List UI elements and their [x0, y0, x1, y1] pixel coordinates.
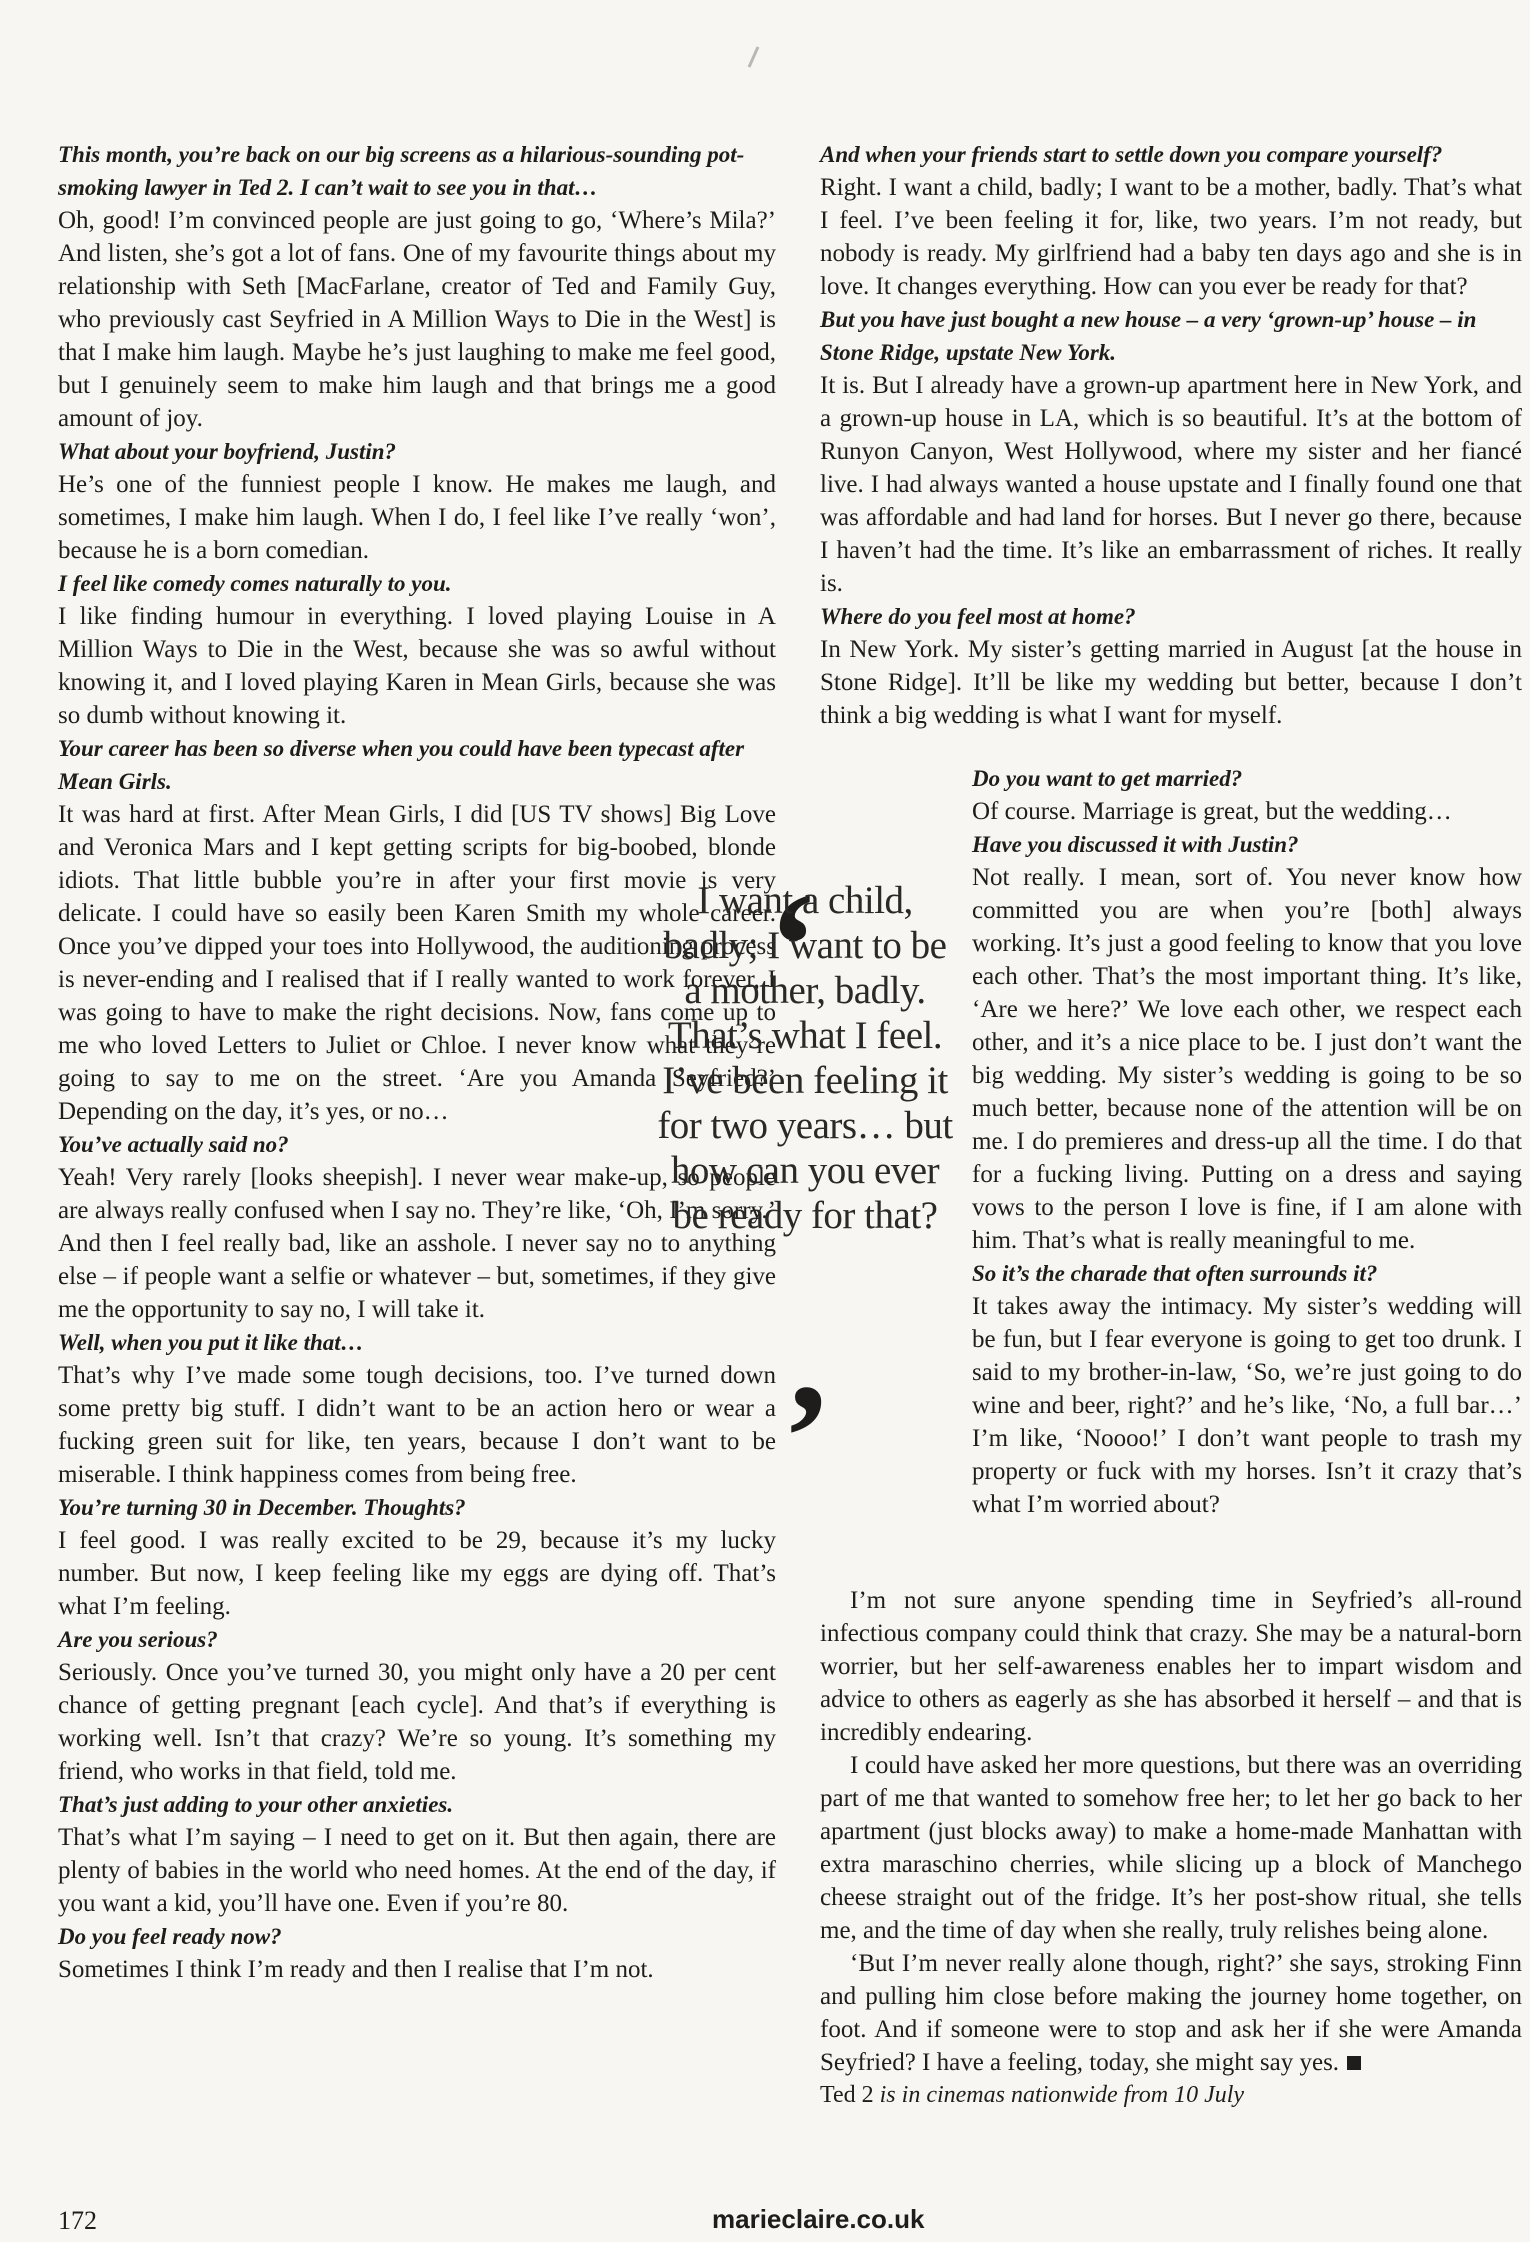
interview-answer: Seriously. Once you’ve turned 30, you might only have a 20 per cent chance of getting pregnant [each cycle]. And that’s if everything is working well. Isn’t that crazy? We’re so young. It’s something my friend, who works in that field, told me. [58, 1659, 776, 1785]
right-column-top [820, 138, 1522, 732]
interview-question: That’s just adding to your other anxieties. [58, 1792, 454, 1817]
interview-answer: It takes away the intimacy. My sister’s wedding will be fun, but I fear everyone is going to get too drunk. I said to my brother-in-law, ‘So, we’re just going to do wine and beer, right?’ and he’s like, ‘No, a full bar…’ I’m like, ‘Noooo!’ I don’t want people to trash my property or fuck with my horses. Isn’t it crazy that’s what I’m worried about? [972, 1293, 1522, 1518]
interview-question: This month, you’re back on our big screens as a hilarious-sounding pot-smoking lawyer in Ted 2. I can’t wait to see you in that… [58, 142, 745, 200]
closing-paragraph [820, 1947, 1522, 2079]
interview-answer: Right. I want a child, badly; I want to be a mother, badly. That’s what I feel. I’ve been feeling it for, like, two years. I’m not ready, but nobody is ready. My girlfriend had a baby ten days ago and she is in love. It changes everything. How can you ever be ready for that? [820, 174, 1522, 300]
pull-quote: I want a child, badly; I want to be a mother, badly. That’s what I feel. I’ve been feeling it for two years… but how can you ever be ready for that? [657, 879, 953, 1237]
interview-answer: It was hard at first. After Mean Girls, I did [US TV shows] Big Love and Veronica Mars and I kept getting scripts for big-boobed, blonde idiots. That little bubble you’re in after your first movie is very delicate. I could have so easily been Karen Smith my whole career. Once you’ve dipped your toes into Hollywood, the auditioning process is never-ending and I realised that if I really wanted to work forever, I was going to have to make the right decisions. Now, fans come up to me who loved Letters to Juliet or Chloe. I never know what they’re going to say to me on the street. ‘Are you Amanda Seyfried?’ Depending on the day, it’s yes, or no… [58, 801, 776, 1125]
interview-answer: That’s why I’ve made some tough decisions, too. I’ve turned down some pretty big stuff. I didn’t want to be an action hero or wear a fucking green suit for like, ten years, because I don’t want to be miserable. I think happiness comes from being free. [58, 1362, 776, 1488]
interview-question: Do you feel ready now? [58, 1924, 282, 1949]
interview-question: Your career has been so diverse when you could have been typecast after Mean Girls. [58, 736, 745, 794]
interview-question: Are you serious? [58, 1627, 218, 1652]
interview-answer: That’s what I’m saying – I need to get on it. But then again, there are plenty of babies in the world who need homes. At the end of the day, if you want a kid, you’ll have one. Even if you’re 80. [58, 1824, 776, 1917]
interview-answer: Not really. I mean, sort of. You never know how committed you are when you’re [both] always working. It’s just a good feeling to know that you love each other. That’s the most important thing. It’s like, ‘Are we here?’ We love each other, we respect each other, and it’s a nice place to be. I just don’t want the big wedding. My sister’s wedding is going to be so much better, because none of the attention will be on me. I do premieres and dress-up all the time. I do that for a fucking living. Putting on a dress and saying vows to the person I love is fine, if I am alone with him. That’s what is really meaningful to me. [972, 864, 1522, 1254]
film-title: Ted 2 [820, 2082, 874, 2108]
site-name: marieclaire.co.uk [712, 2204, 925, 2234]
interview-question: So it’s the charade that often surrounds it? [972, 1261, 1378, 1286]
interview-question: Well, when you put it like that… [58, 1330, 364, 1355]
release-info: is in cinemas nationwide from 10 July [873, 2082, 1245, 2108]
closing-paragraph: I could have asked her more questions, but there was an overriding part of me that wanted to somehow free her; to let her go back to her apartment (just blocks away) to make a home-made Manhattan with extra maraschino cherries, while slicing up a block of Manchego cheese straight out of the fridge. It’s her post-show ritual, she tells me, and the time of day when she really, truly relishes being alone. [820, 1752, 1522, 1944]
interview-question: You’ve actually said no? [58, 1132, 289, 1157]
interview-answer: Yeah! Very rarely [looks sheepish]. I never wear make-up, so people are always really confused when I say no. They’re like, ‘Oh, I’m sorry.’ And then I feel really bad, like an asshole. I never say no to anything else – if people want a selfie or whatever – but, sometimes, if they give me the opportunity to say no, I will take it. [58, 1164, 776, 1323]
interview-answer: Oh, good! I’m convinced people are just going to go, ‘Where’s Mila?’ And listen, she’s got a lot of fans. One of my favourite things about my relationship with Seth [MacFarlane, creator of Ted and Family Guy, who previously cast Seyfried in A Million Ways to Die in the West] is that I make him laugh. Maybe he’s just laughing to make me feel good, but I genuinely seem to make him laugh and that brings me a good amount of joy. [58, 207, 776, 432]
interview-answer: I like finding humour in everything. I loved playing Louise in A Million Ways to Die in the West, because she was so awful without knowing it, and I loved playing Karen in Mean Girls, because she was so dumb without knowing it. [58, 603, 776, 729]
interview-question: But you have just bought a new house – a very ‘grown-up’ house – in Stone Ridge, upstate New York. [820, 307, 1477, 365]
interview-question: Do you want to get married? [972, 766, 1243, 791]
interview-answer: I feel good. I was really excited to be 29, because it’s my lucky number. But now, I keep feeling like my eggs are dying off. That’s what I’m feeling. [58, 1527, 776, 1620]
closing-paragraph-text: ‘But I’m never really alone though, right?’ she says, stroking Finn and pulling him close before making the journey home together, on foot. And if someone were to stop and ask her if she were Amanda Seyfried? I have a feeling, today, she might say yes. [820, 1950, 1522, 2076]
page-number: 172 [58, 2206, 97, 2235]
interview-question: Where do you feel most at home? [820, 604, 1136, 629]
interview-answer: Of course. Marriage is great, but the wedding… [972, 798, 1452, 825]
interview-answer: Sometimes I think I’m ready and then I realise that I’m not. [58, 1956, 654, 1983]
interview-question: Have you discussed it with Justin? [972, 832, 1299, 857]
right-column-closing [820, 1584, 1522, 2112]
right-column-inset [972, 762, 1522, 1521]
interview-question: I feel like comedy comes naturally to you. [58, 571, 452, 596]
end-mark-icon [1347, 2056, 1361, 2070]
interview-question: You’re turning 30 in December. Thoughts? [58, 1495, 466, 1520]
interview-answer: It is. But I already have a grown-up apartment here in New York, and a grown-up house in LA, which is so beautiful. It’s at the bottom of Runyon Canyon, West Hollywood, where my sister and her fiancé live. I had always wanted a house upstate and I finally found one that was affordable and had land for horses. But I never go there, because I haven’t had the time. It’s like an embarrassment of riches. It really is. [820, 372, 1522, 597]
pull-quote-open-mark: ‘ [768, 862, 818, 1028]
scan-mark [748, 46, 760, 67]
interview-answer: He’s one of the funniest people I know. He makes me laugh, and sometimes, I make him laugh. When I do, I feel like I’ve really ‘won’, because he is a born comedian. [58, 471, 776, 564]
interview-answer: In New York. My sister’s getting married in August [at the house in Stone Ridge]. It’ll be like my wedding but better, because I don’t think a big wedding is what I want for myself. [820, 636, 1522, 729]
interview-question: And when your friends start to settle down you compare yourself? [820, 142, 1443, 167]
release-credit [820, 2079, 1522, 2112]
interview-question: What about your boyfriend, Justin? [58, 439, 397, 464]
pull-quote-close-mark: ’ [782, 1354, 832, 1520]
closing-paragraph: I’m not sure anyone spending time in Seyfried’s all-round infectious company could think that crazy. She may be a natural-born worrier, but her self-awareness enables her to impart wisdom and advice to others as eagerly as she has absorbed it herself – and that is incredibly endearing. [820, 1587, 1522, 1746]
